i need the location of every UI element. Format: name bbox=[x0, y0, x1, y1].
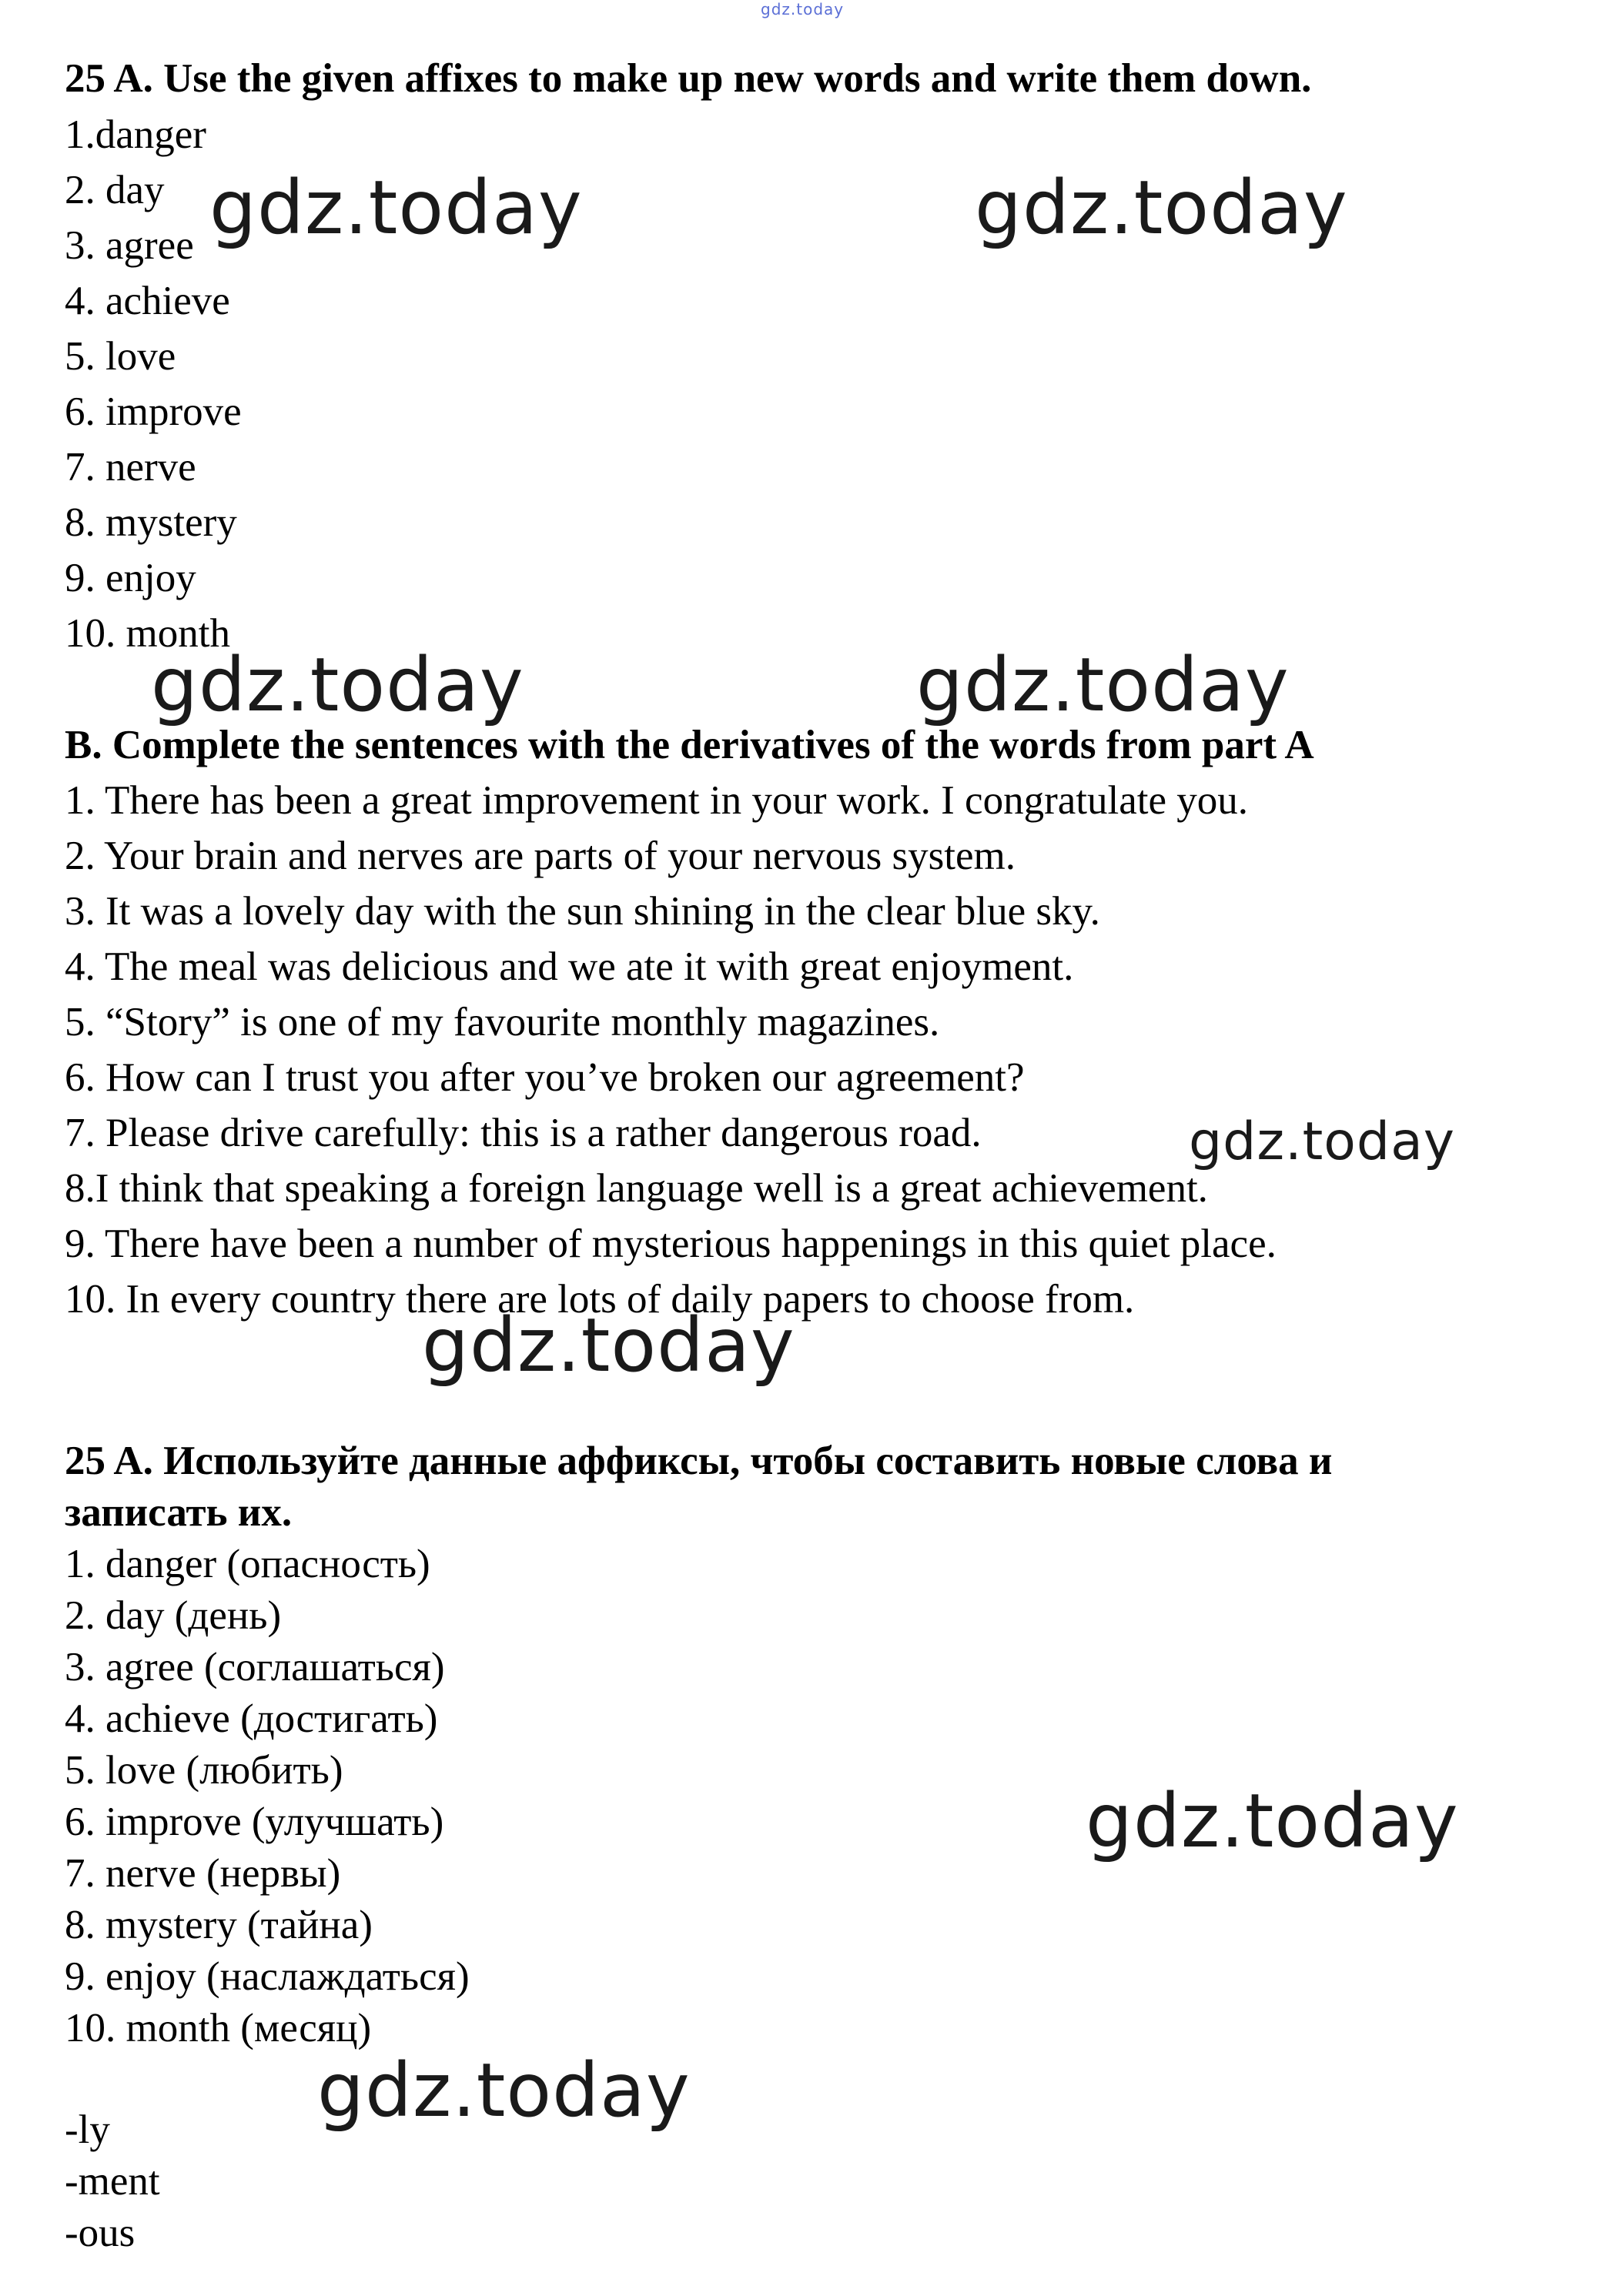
watermark-top: gdz.today bbox=[761, 0, 845, 18]
watermark: gdz.today bbox=[422, 1302, 795, 1389]
section-ru-item: 1. danger (опасность) bbox=[65, 1542, 430, 1586]
section-ru-item: 4. achieve (достигать) bbox=[65, 1696, 438, 1741]
section-b-item: 2. Your brain and nerves are parts of your nervous system. bbox=[65, 834, 1016, 878]
section-a-item: 9. enjoy bbox=[65, 556, 196, 600]
affix-item: -ment bbox=[65, 2159, 160, 2204]
section-b-item: 6. How can I trust you after you’ve broken our agreement? bbox=[65, 1055, 1025, 1100]
section-a-item: 8. mystery bbox=[65, 500, 237, 545]
section-b-item: 1. There has been a great improvement in your work. I congratulate you. bbox=[65, 778, 1248, 823]
section-b-item: 7. Please drive carefully: this is a rather dangerous road. bbox=[65, 1111, 982, 1155]
affix-item: -ly bbox=[65, 2107, 110, 2152]
section-ru-item: 3. agree (соглашаться) bbox=[65, 1645, 445, 1689]
section-a-item: 3. agree bbox=[65, 223, 194, 268]
section-b-item: 10. In every country there are lots of daily papers to choose from. bbox=[65, 1277, 1135, 1322]
section-b-item: 5. “Story” is one of my favourite monthly magazines. bbox=[65, 1000, 940, 1044]
watermark: gdz.today bbox=[1189, 1111, 1455, 1172]
section-ru-item: 5. love (любить) bbox=[65, 1748, 343, 1793]
section-a-item: 2. day bbox=[65, 168, 165, 212]
section-a-item: 10. month bbox=[65, 611, 230, 656]
section-b-item: 9. There have been a number of mysterious happenings in this quiet place. bbox=[65, 1222, 1277, 1266]
section-b-item: 4. The meal was delicious and we ate it with great enjoyment. bbox=[65, 944, 1074, 989]
section-a-item: 5. love bbox=[65, 334, 176, 379]
watermark: gdz.today bbox=[151, 642, 524, 728]
section-a-heading: 25 A. Use the given affixes to make up new words and write them down. bbox=[65, 56, 1312, 101]
watermark: gdz.today bbox=[975, 165, 1348, 251]
section-ru-heading-line1: 25 A. Используйте данные аффиксы, чтобы составить новые слова и bbox=[65, 1439, 1333, 1483]
section-ru-heading-line2: записать их. bbox=[65, 1490, 293, 1535]
section-b-item: 3. It was a lovely day with the sun shining in the clear blue sky. bbox=[65, 889, 1100, 934]
section-ru-item: 8. mystery (тайна) bbox=[65, 1903, 373, 1947]
section-ru-item: 7. nerve (нервы) bbox=[65, 1851, 341, 1896]
section-a-item: 4. achieve bbox=[65, 279, 230, 323]
watermark: gdz.today bbox=[916, 642, 1290, 728]
section-a-item: 1.danger bbox=[65, 112, 206, 157]
section-b-item: 8.I think that speaking a foreign language well is a great achievement. bbox=[65, 1166, 1208, 1211]
affix-item: -ous bbox=[65, 2211, 136, 2255]
section-ru-item: 9. enjoy (наслаждаться) bbox=[65, 1954, 470, 1999]
watermark: gdz.today bbox=[1086, 1778, 1459, 1864]
section-a-item: 7. nerve bbox=[65, 445, 196, 490]
section-a-item: 6. improve bbox=[65, 389, 242, 434]
watermark: gdz.today bbox=[317, 2047, 691, 2134]
section-ru-item: 6. improve (улучшать) bbox=[65, 1800, 444, 1844]
section-ru-item: 2. day (день) bbox=[65, 1593, 282, 1638]
section-ru-item: 10. month (месяц) bbox=[65, 2006, 372, 2050]
section-b-heading: B. Complete the sentences with the derivatives of the words from part A bbox=[65, 723, 1314, 767]
watermark: gdz.today bbox=[209, 165, 583, 251]
